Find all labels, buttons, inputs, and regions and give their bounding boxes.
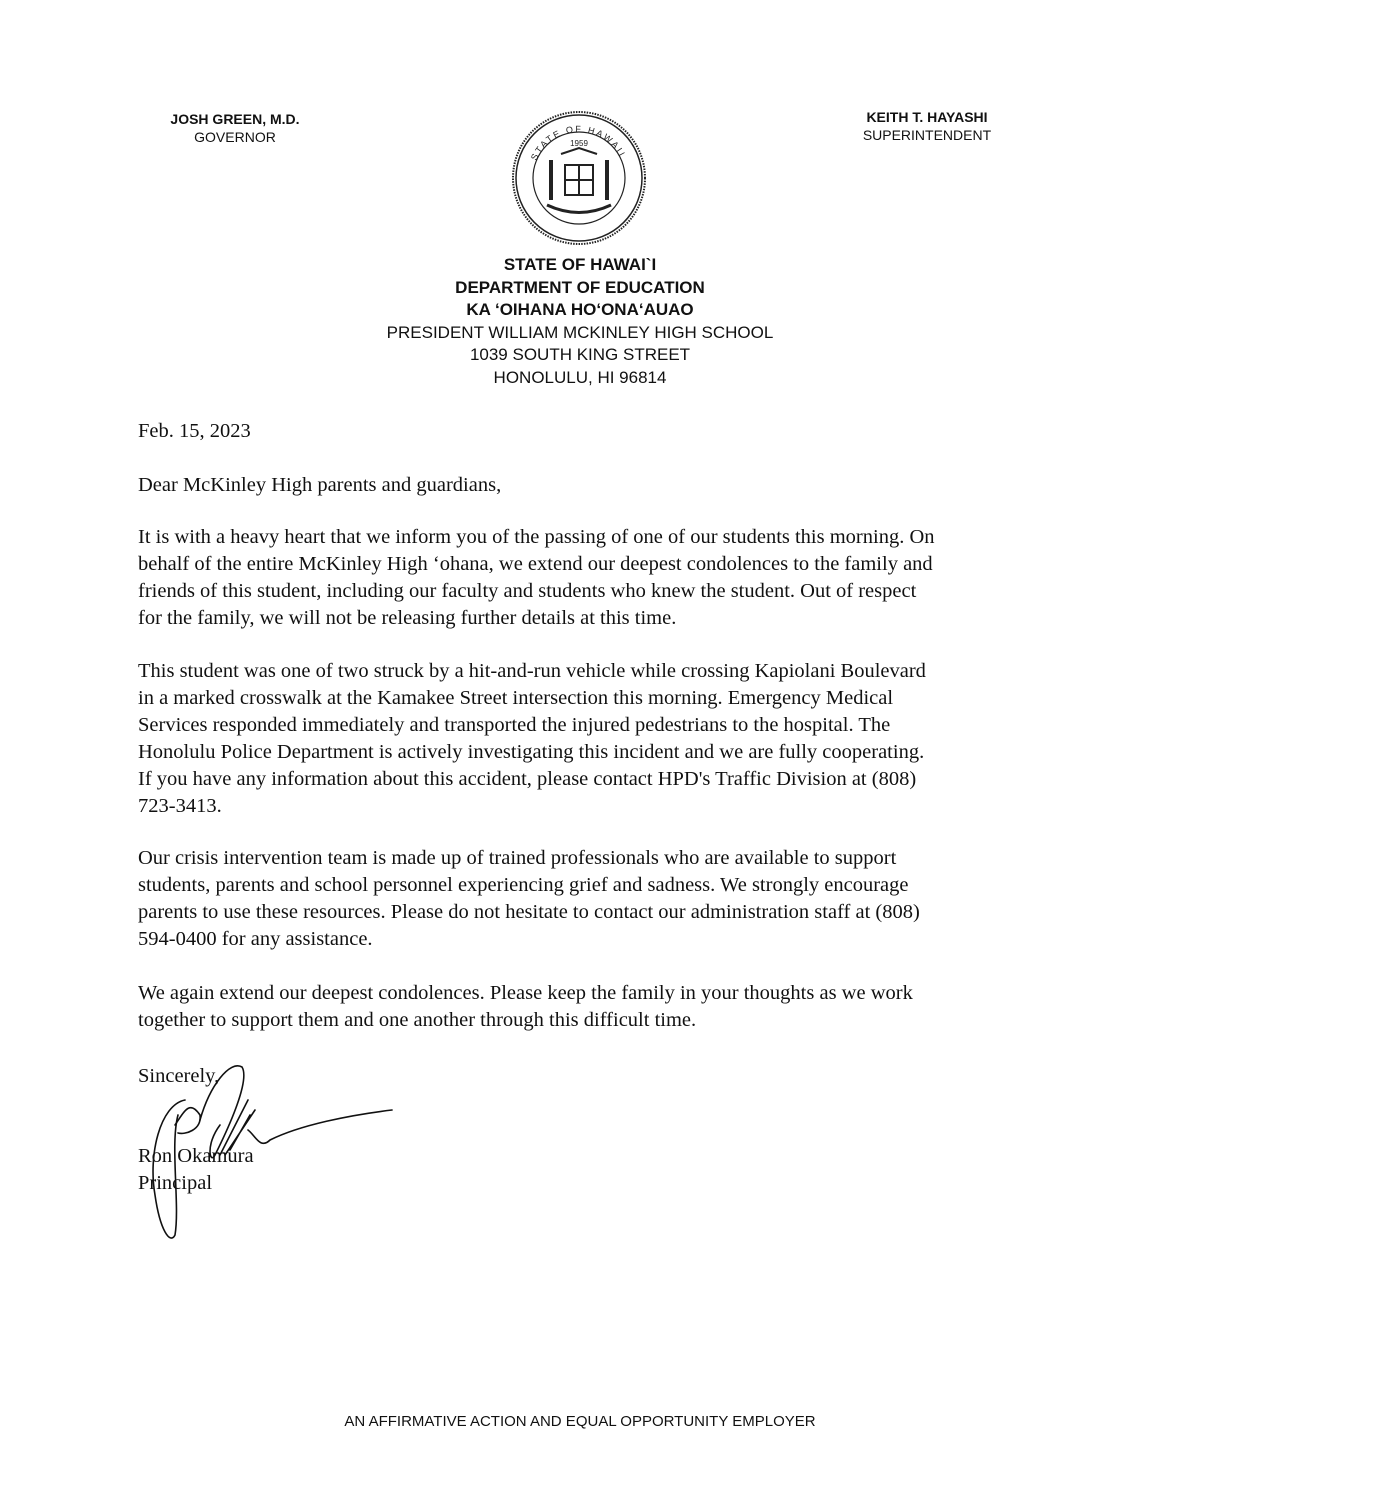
line: Services responded immediately and transported the injured pedestrians to the hospital. The	[138, 714, 891, 736]
superintendent-title: SUPERINTENDENT	[862, 127, 992, 143]
signer-name: Ron Okamura	[138, 1145, 254, 1167]
svg-text:STATE OF HAWAII: STATE OF HAWAII	[528, 123, 628, 162]
agency-hawaiian-name: KA ‘OIHANA HO‘ONA‘AUAO	[466, 300, 694, 319]
line: parents to use these resources. Please do not hesitate to contact our administration staff at (808)	[138, 901, 920, 923]
line: Honolulu Police Department is actively investigating this incident and we are fully cooperating.	[138, 741, 925, 763]
letter-date: Feb. 15, 2023	[138, 420, 251, 442]
governor-name: JOSH GREEN, M.D.	[170, 111, 300, 127]
paragraph-3	[138, 845, 920, 953]
line: 594-0400 for any assistance.	[138, 928, 373, 950]
agency-address	[280, 254, 880, 389]
signature-icon	[130, 1055, 400, 1245]
line: We again extend our deepest condolences. Please keep the family in your thoughts as we work	[138, 982, 913, 1004]
agency-department: DEPARTMENT OF EDUCATION	[455, 277, 705, 297]
line: 723-3413.	[138, 795, 222, 817]
state-seal-icon	[511, 110, 647, 246]
governor-block	[135, 110, 335, 146]
school-name: PRESIDENT WILLIAM MCKINLEY HIGH SCHOOL	[386, 322, 774, 342]
governor-title: GOVERNOR	[194, 129, 276, 145]
line: friends of this student, including our faculty and students who knew the student. Out of respect	[138, 580, 917, 602]
svg-text:1959: 1959	[570, 139, 588, 148]
closing: Sincerely,	[138, 1065, 220, 1087]
superintendent-block	[827, 108, 1027, 144]
city-state-zip: HONOLULU, HI 96814	[493, 367, 667, 387]
agency-state: STATE OF HAWAI`I	[503, 255, 657, 274]
line: in a marked crosswalk at the Kamakee Street intersection this morning. Emergency Medical	[138, 687, 894, 709]
line: This student was one of two struck by a hit-and-run vehicle while crossing Kapiolani Boulevard	[138, 660, 926, 682]
letter-greeting: Dear McKinley High parents and guardians,	[138, 474, 502, 496]
footer-eeo-statement: AN AFFIRMATIVE ACTION AND EQUAL OPPORTUNITY EMPLOYER	[344, 1413, 816, 1430]
paragraph-2	[138, 658, 926, 820]
line: It is with a heavy heart that we inform you of the passing of one of our students this morning. On	[138, 526, 935, 548]
signer-title: Principal	[138, 1172, 213, 1194]
line: Our crisis intervention team is made up of trained professionals who are available to support	[138, 847, 897, 869]
line: If you have any information about this accident, please contact HPD's Traffic Division at (808)	[138, 768, 917, 790]
line: together to support them and one another through this difficult time.	[138, 1009, 697, 1031]
line: behalf of the entire McKinley High ‘ohana, we extend our deepest condolences to the family and	[138, 553, 933, 575]
street-address: 1039 SOUTH KING STREET	[469, 345, 691, 364]
paragraph-1	[138, 524, 935, 632]
line: for the family, we will not be releasing further details at this time.	[138, 607, 677, 629]
superintendent-name: KEITH T. HAYASHI	[866, 109, 988, 125]
paragraph-4	[138, 980, 913, 1034]
line: students, parents and school personnel experiencing grief and sadness. We strongly encourage	[138, 874, 909, 896]
